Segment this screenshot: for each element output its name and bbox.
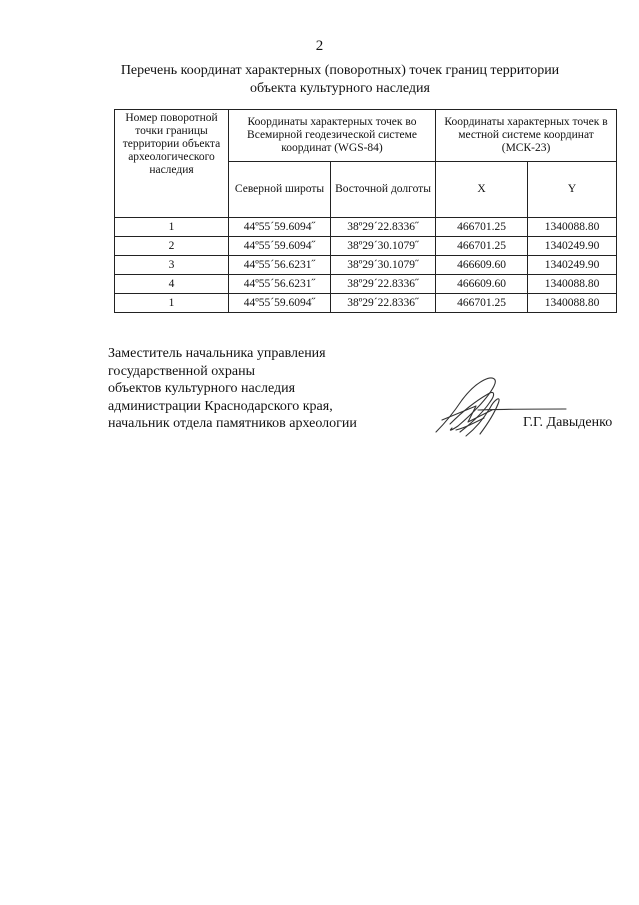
header-y: Y xyxy=(528,162,617,218)
table-row xyxy=(115,275,617,294)
north-latitude: 44º55´59.6094˝ xyxy=(229,218,331,237)
table-row xyxy=(115,218,617,237)
point-number: 1 xyxy=(115,294,229,313)
table-row xyxy=(115,294,617,313)
y-coordinate: 1340088.80 xyxy=(528,275,617,294)
page-number: 2 xyxy=(315,38,324,54)
y-coordinate: 1340088.80 xyxy=(528,218,617,237)
signatory-line: начальник отдела памятников археологии xyxy=(108,416,357,431)
title-line-2: объекта культурного наследия xyxy=(250,81,430,96)
x-coordinate: 466609.60 xyxy=(436,275,528,294)
x-coordinate: 466701.25 xyxy=(436,237,528,256)
signatory-line: администрации Краснодарского края, xyxy=(108,398,333,414)
point-number: 2 xyxy=(115,237,229,256)
x-coordinate: 466701.25 xyxy=(436,218,528,237)
north-latitude: 44º55´56.6231˝ xyxy=(229,256,331,275)
signatory-line: государственной охраны xyxy=(108,363,256,379)
title-line-1: Перечень координат характерных (поворотных) точек границ территории xyxy=(120,63,560,78)
north-latitude: 44º55´59.6094˝ xyxy=(229,237,331,256)
signatory-position xyxy=(108,345,357,433)
header-north-latitude: Северной широты xyxy=(229,162,331,218)
handwritten-signature xyxy=(432,372,572,444)
point-number: 1 xyxy=(115,218,229,237)
header-point-number: Номер поворотной точки границы территории объекта археологического наследия xyxy=(115,110,229,218)
header-wgs84: Координаты характерных точек во Всемирной геодезической системе координат (WGS-84) xyxy=(229,110,436,162)
east-longitude: 38º29´22.8336˝ xyxy=(331,218,436,237)
x-coordinate: 466701.25 xyxy=(436,294,528,313)
y-coordinate: 1340088.80 xyxy=(528,294,617,313)
x-coordinate: 466609.60 xyxy=(436,256,528,275)
document-title xyxy=(90,62,590,98)
east-longitude: 38º29´22.8336˝ xyxy=(331,275,436,294)
signer-name: Г.Г. Давыденко xyxy=(523,415,613,430)
north-latitude: 44º55´56.6231˝ xyxy=(229,275,331,294)
table-row xyxy=(115,237,617,256)
east-longitude: 38º29´30.1079˝ xyxy=(331,256,436,275)
header-msk23: Координаты характерных точек в местной системе координат (МСК-23) xyxy=(436,110,617,162)
coordinates-table xyxy=(114,109,617,313)
point-number: 4 xyxy=(115,275,229,294)
signatory-line: Заместитель начальника управления xyxy=(108,346,326,361)
east-longitude: 38º29´30.1079˝ xyxy=(331,237,436,256)
header-x: X xyxy=(436,162,528,218)
point-number: 3 xyxy=(115,256,229,275)
header-east-longitude: Восточной долготы xyxy=(331,162,436,218)
y-coordinate: 1340249.90 xyxy=(528,256,617,275)
north-latitude: 44º55´59.6094˝ xyxy=(229,294,331,313)
y-coordinate: 1340249.90 xyxy=(528,237,617,256)
signatory-line: объектов культурного наследия xyxy=(108,381,296,396)
east-longitude: 38º29´22.8336˝ xyxy=(331,294,436,313)
table-row xyxy=(115,256,617,275)
